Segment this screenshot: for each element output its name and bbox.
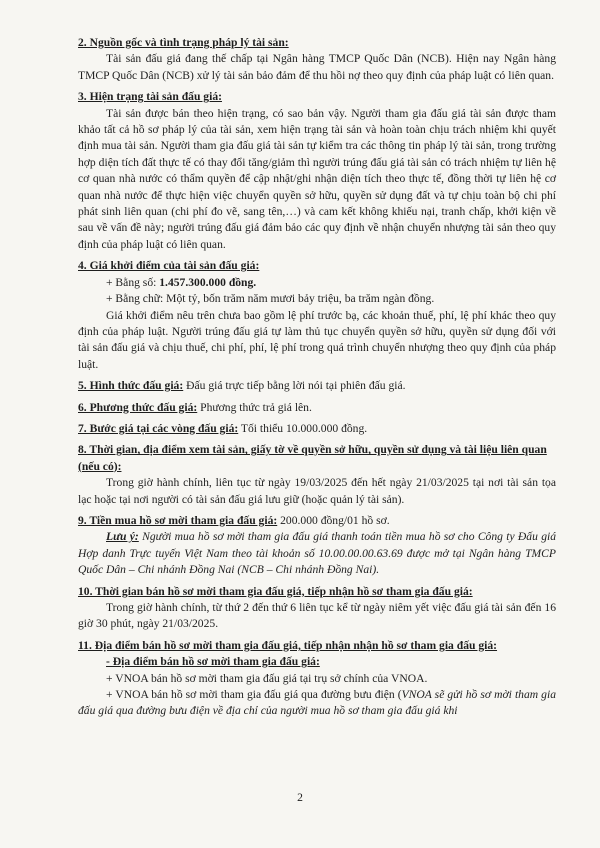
section-4-body: Giá khởi điểm nêu trên chưa bao gồm lệ phí trước bạ, các khoản thuế, phí, lệ phí khác theo quy định của pháp luật. Người trúng đấu giá tự làm thủ tục chuyển quyền sở hữu, quyền sử dụng đối với tài sản đấu giá và chịu thuế, chi phí, phí, lệ phí trong quá trình chuyển nhượng theo quy định của pháp luật. [78, 308, 556, 371]
section-4-heading: 4. Giá khởi điểm của tài sản đấu giá: [78, 259, 260, 273]
section-7: 7. Bước giá tại các vòng đấu giá: Tối thiểu 10.000.000 đồng. [78, 421, 368, 435]
section-6: 6. Phương thức đấu giá: Phương thức trả giá lên. [78, 400, 312, 414]
section-2-heading: 2. Nguồn gốc và tình trạng pháp lý tài sản: [78, 36, 289, 49]
section-9: 9. Tiền mua hồ sơ mời tham gia đấu giá: 200.000 đồng/01 hồ sơ. [78, 513, 390, 527]
section-11-item-2: + VNOA bán hồ sơ mời tham gia đấu giá qua đường bưu điện (VNOA sẽ gửi hồ sơ mời tham gia đấu giá qua đường bưu điện về địa chỉ của người mua hồ sơ tham gia đấu giá khi [78, 688, 556, 718]
section-8-body: Trong giờ hành chính, liên tục từ ngày 19/03/2025 đến hết ngày 21/03/2025 tại nơi tài sản tọa lạc hoặc tại nơi người có tài sản đấu giá lưu giữ (hoặc quản lý tài sản). [78, 476, 556, 506]
section-10-body: Trong giờ hành chính, từ thứ 2 đến thứ 6 liên tục kể từ ngày niêm yết việc đấu giá tài sản đến 16 giờ 30 phút, ngày 21/03/2025. [78, 601, 556, 631]
section-5: 5. Hình thức đấu giá: Đấu giá trực tiếp bằng lời nói tại phiên đấu giá. [78, 379, 406, 393]
section-11-subheading: - Địa điểm bán hồ sơ mời tham gia đấu giá: [106, 655, 320, 669]
page-number: 2 [297, 791, 303, 804]
section-3-heading: 3. Hiện trạng tài sản đấu giá: [78, 90, 222, 104]
section-10-heading: 10. Thời gian bán hồ sơ mời tham gia đấu giá, tiếp nhận hồ sơ tham gia đấu giá: [78, 584, 473, 598]
section-8-heading: 8. Thời gian, địa điểm xem tài sản, giấy tờ về quyền sở hữu, quyền sử dụng và tài liệu liên quan (nếu có): [78, 443, 547, 473]
section-11-item-1: + VNOA bán hồ sơ mời tham gia đấu giá tại trụ sở chính của VNOA. [106, 671, 428, 685]
section-2-body: Tài sản đấu giá đang thế chấp tại Ngân hàng TMCP Quốc Dân (NCB). Hiện nay Ngân hàng TMCP Quốc Dân (NCB) xử lý tài sản bảo đảm để thu hồi nợ theo quy định của pháp luật có liên quan. [78, 52, 556, 82]
section-9-note: Lưu ý: Người mua hồ sơ mời tham gia đấu giá thanh toán tiền mua hồ sơ cho Công ty Đấu giá Hợp danh Trực tuyến Việt Nam theo tài khoản số 10.00.00.00.63.69 được mở tại Ngân hàng TMCP Quốc Dân – Chi nhánh Đồng Nai (NCB – Chi nhánh Đồng Nai). [78, 530, 557, 577]
starting-price-words: + Bằng chữ: Một tỷ, bốn trăm năm mươi bảy triệu, ba trăm ngàn đồng. [106, 292, 435, 306]
section-3-body: Tài sản được bán theo hiện trạng, có sao bản vậy. Người tham gia đấu giá tài sản được tham khảo tất cả hồ sơ pháp lý của tài sản, xem hiện trạng tài sản và hoàn toàn chịu trách nhiệm khi quyết định mua tài sản. Người tham gia đấu giá tài sản tự kiểm tra các thông tin pháp lý tài sản, trong trường hợp diện tích đất thực tế có thay đổi tăng/giảm thì người trúng đấu giá tài sản có trách nhiệm tự liên hệ cơ quan nhà nước có thẩm quyền để cập nhật/ghi nhận diện tích theo thực tế, đồng thời tự liên hệ cơ quan nhà nước để thực hiện việc chuyển quyền sở hữu, quyền sử dụng đất và tự chịu toàn bộ chi phí phát sinh liên quan (chi phí đo vẽ, sang tên,…) và cam kết không khiếu nại, tranh chấp, khởi kiện về sau về vấn đề này; người trúng đấu giá đảm bảo các quy định về nhận chuyển nhượng tài sản theo quy định của pháp luật có liên quan. [78, 106, 556, 251]
starting-price-number: + Bằng số: 1.457.300.000 đồng. [106, 275, 257, 289]
section-11-heading: 11. Địa điểm bán hồ sơ mời tham gia đấu giá, tiếp nhận nhận hồ sơ tham gia đấu giá: [78, 638, 498, 652]
